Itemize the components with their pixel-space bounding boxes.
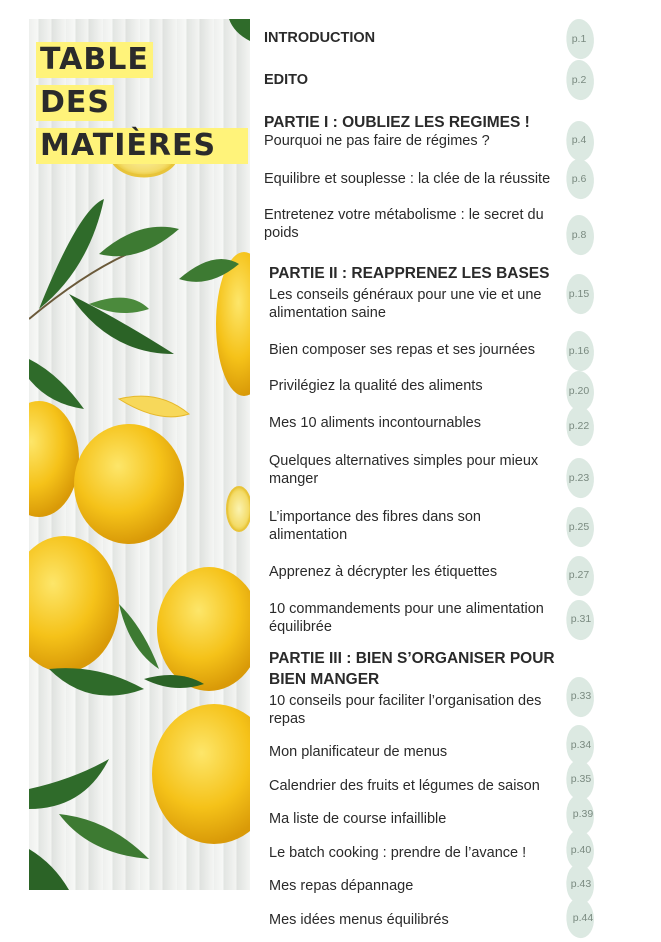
page-number: p.2 bbox=[571, 74, 587, 86]
toc-entry-introduction[interactable]: INTRODUCTION bbox=[264, 30, 376, 46]
toc-entry[interactable]: 10 conseils pour faciliter l’organisation des repas bbox=[269, 693, 542, 727]
toc-entry[interactable]: Ma liste de course infaillible bbox=[269, 811, 447, 827]
toc-entry[interactable]: Apprenez à décrypter les étiquettes bbox=[269, 564, 498, 580]
toc-entry[interactable]: Entretenez votre métabolisme : le secret du poids bbox=[264, 207, 544, 241]
toc-entry[interactable]: Mes idées menus équilibrés bbox=[269, 912, 449, 928]
page-number: p.39 bbox=[572, 808, 594, 820]
title-line-2: DES bbox=[36, 85, 114, 121]
toc-entry[interactable]: Privilégiez la qualité des aliments bbox=[269, 378, 483, 394]
page-number: p.44 bbox=[572, 912, 594, 924]
page-number: p.8 bbox=[571, 229, 587, 241]
toc-entry[interactable]: Mes 10 aliments incontournables bbox=[269, 415, 481, 431]
page-number: p.22 bbox=[568, 420, 590, 432]
page-number: p.40 bbox=[570, 844, 592, 856]
toc-entry[interactable]: Bien composer ses repas et ses journées bbox=[269, 342, 535, 358]
page-number: p.1 bbox=[571, 33, 587, 45]
page-number: p.6 bbox=[571, 173, 587, 185]
title-line-1: TABLE bbox=[36, 42, 153, 78]
page-number: p.34 bbox=[570, 739, 592, 751]
page-number: p.33 bbox=[570, 690, 592, 702]
page-number: p.27 bbox=[568, 569, 590, 581]
toc-entry[interactable]: Le batch cooking : prendre de l’avance ! bbox=[269, 845, 527, 861]
toc-part-1-heading: PARTIE I : OUBLIEZ LES REGIMES ! bbox=[264, 114, 530, 131]
toc-part-3-heading: PARTIE III : BIEN S’ORGANISER POUR BIEN MANGER bbox=[269, 650, 555, 688]
page-number: p.16 bbox=[568, 345, 590, 357]
toc-entry[interactable]: Les conseils généraux pour une vie et une alimentation saine bbox=[269, 287, 542, 321]
toc-entry[interactable]: L’importance des fibres dans son alimentation bbox=[269, 509, 481, 543]
page-number: p.23 bbox=[568, 472, 590, 484]
page-number: p.4 bbox=[571, 134, 587, 146]
page-number: p.35 bbox=[570, 773, 592, 785]
page-number: p.25 bbox=[568, 521, 590, 533]
toc-entry[interactable]: Quelques alternatives simples pour mieux manger bbox=[269, 453, 539, 487]
toc-part-2-heading: PARTIE II : REAPPRENEZ LES BASES bbox=[269, 265, 550, 282]
toc-entry[interactable]: Equilibre et souplesse : la clée de la réussite bbox=[264, 171, 551, 187]
toc-entry[interactable]: Mon planificateur de menus bbox=[269, 744, 448, 760]
page-number: p.31 bbox=[570, 613, 592, 625]
toc-entry-edito[interactable]: EDITO bbox=[264, 72, 309, 88]
toc-entry[interactable]: Mes repas dépannage bbox=[269, 878, 414, 894]
page-number: p.43 bbox=[570, 878, 592, 890]
title-line-3: MATIÈRES bbox=[36, 128, 248, 164]
toc-entry[interactable]: Calendrier des fruits et légumes de saison bbox=[269, 778, 540, 794]
page-number: p.15 bbox=[568, 288, 590, 300]
toc-entry[interactable]: 10 commandements pour une alimentation équilibrée bbox=[269, 601, 544, 635]
page-title bbox=[36, 42, 248, 171]
page-number: p.20 bbox=[568, 385, 590, 397]
toc-entry[interactable]: Pourquoi ne pas faire de régimes ? bbox=[264, 133, 490, 149]
